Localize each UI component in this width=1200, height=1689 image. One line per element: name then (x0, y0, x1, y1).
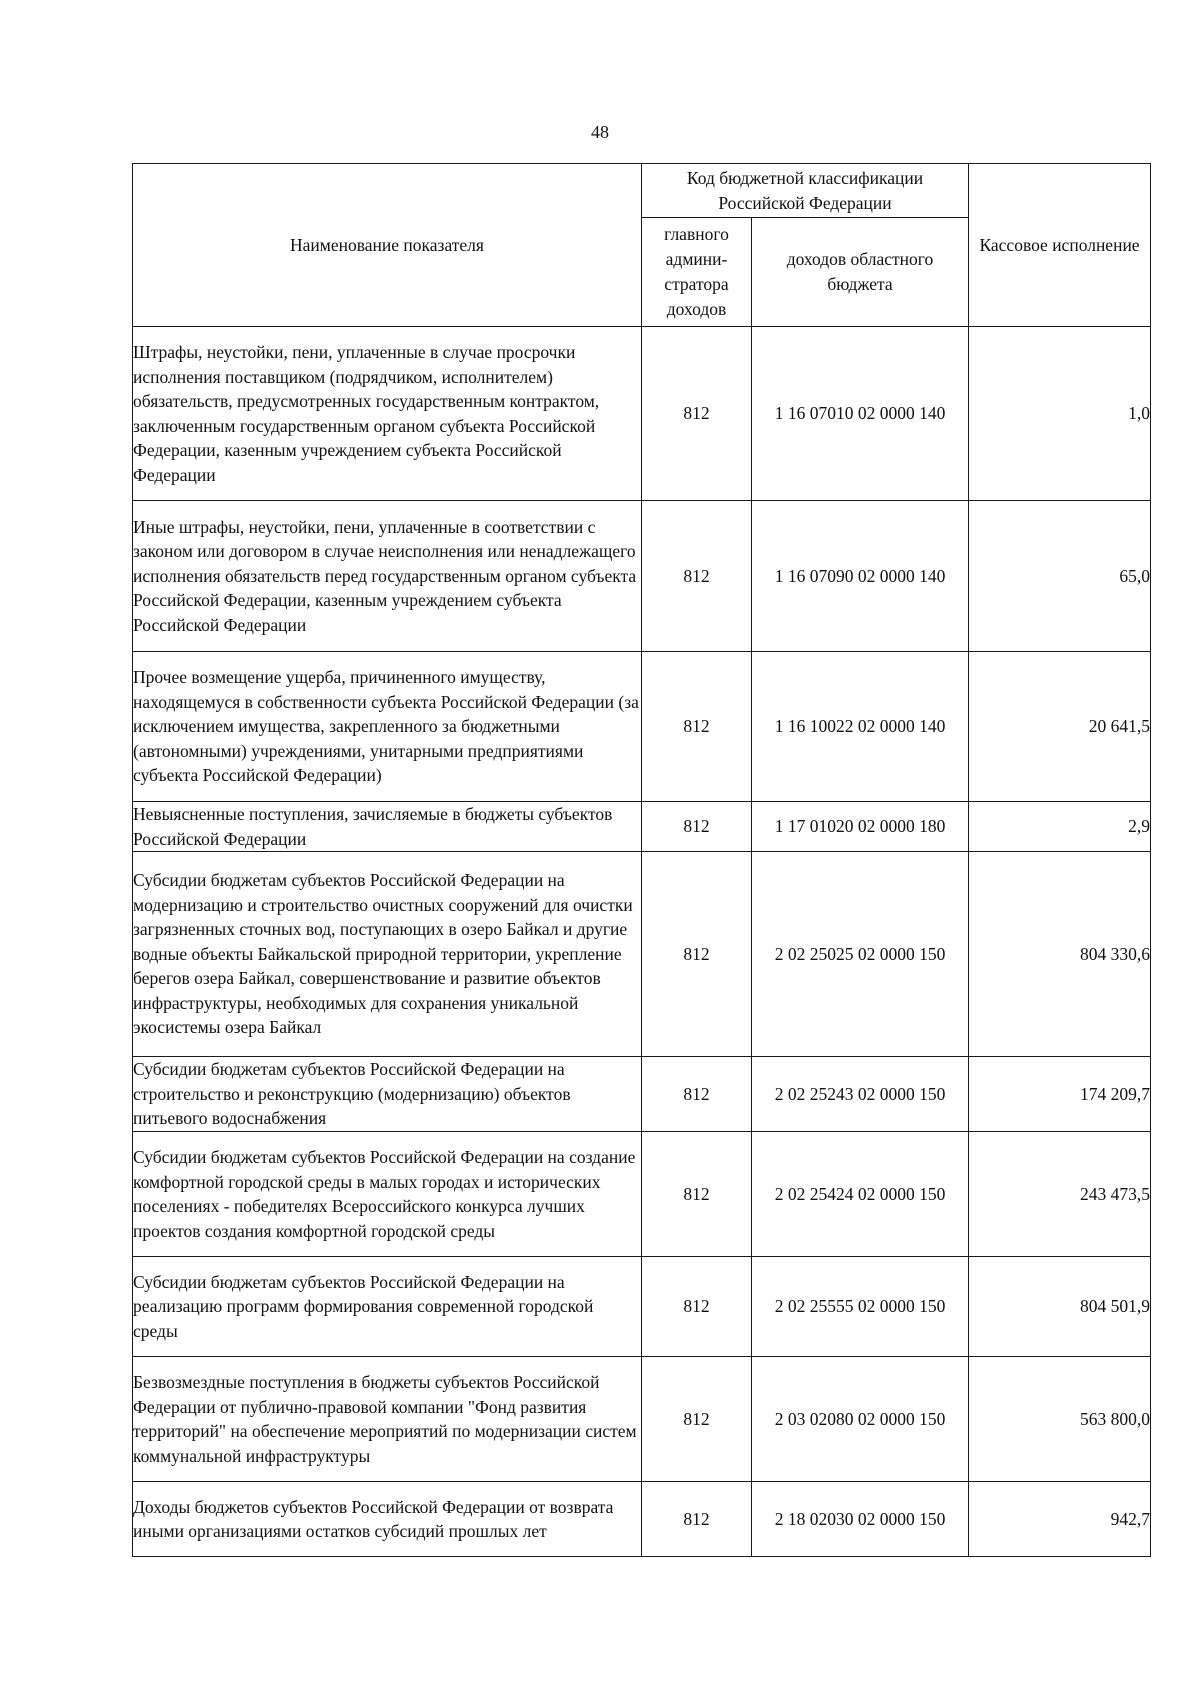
header-code-group: Код бюджетной классификации Российской Федерации (642, 164, 969, 218)
table-row (133, 652, 1151, 802)
row-admin-code: 812 (642, 802, 752, 852)
row-amount: 65,0 (969, 501, 1151, 652)
table-row (133, 327, 1151, 501)
row-amount: 942,7 (969, 1482, 1151, 1557)
row-income-code: 1 16 07010 02 0000 140 (752, 327, 969, 501)
row-name: Доходы бюджетов субъектов Российской Федерации от возврата иными организациями остатков субсидий прошлых лет (133, 1482, 642, 1557)
row-name: Субсидии бюджетам субъектов Российской Федерации на строительство и реконструкцию (модернизацию) объектов питьевого водоснабжения (133, 1057, 642, 1132)
row-amount: 1,0 (969, 327, 1151, 501)
row-admin-code: 812 (642, 1257, 752, 1357)
table-row (133, 1057, 1151, 1132)
row-amount: 2,9 (969, 802, 1151, 852)
table-row (133, 1482, 1151, 1557)
table-row (133, 501, 1151, 652)
row-amount: 174 209,7 (969, 1057, 1151, 1132)
row-amount: 563 800,0 (969, 1357, 1151, 1482)
header-execution: Кассовое исполнение (969, 164, 1151, 327)
header-income: доходов областного бюджета (752, 218, 969, 327)
row-income-code: 1 16 10022 02 0000 140 (752, 652, 969, 802)
row-admin-code: 812 (642, 1132, 752, 1257)
row-income-code: 2 02 25243 02 0000 150 (752, 1057, 969, 1132)
row-amount: 804 501,9 (969, 1257, 1151, 1357)
row-admin-code: 812 (642, 852, 752, 1057)
page-number: 48 (591, 122, 609, 142)
row-income-code: 2 02 25555 02 0000 150 (752, 1257, 969, 1357)
row-admin-code: 812 (642, 1357, 752, 1482)
row-income-code: 2 02 25025 02 0000 150 (752, 852, 969, 1057)
budget-revenue-table (132, 163, 1151, 1557)
row-name: Субсидии бюджетам субъектов Российской Федерации на реализацию программ формирования современной городской среды (133, 1257, 642, 1357)
row-income-code: 2 02 25424 02 0000 150 (752, 1132, 969, 1257)
row-name: Прочее возмещение ущерба, причиненного имуществу, находящемуся в собственности субъекта Российской Федерации (за исключением имущества, закрепленного за бюджетными (автономными) учреждениями, унитарными предприятиями субъекта Российской Федерации) (133, 652, 642, 802)
row-name: Иные штрафы, неустойки, пени, уплаченные в соответствии с законом или договором в случае неисполнения или ненадлежащего исполнения обязательств перед государственным органом субъекта Российской Федерации, казенным учреждением субъекта Российской Федерации (133, 501, 642, 652)
table-row (133, 1257, 1151, 1357)
row-admin-code: 812 (642, 1482, 752, 1557)
row-name: Субсидии бюджетам субъектов Российской Федерации на создание комфортной городской среды в малых городах и исторических поселениях - победителях Всероссийского конкурса лучших проектов создания комфортной городской среды (133, 1132, 642, 1257)
row-income-code: 2 18 02030 02 0000 150 (752, 1482, 969, 1557)
row-amount: 20 641,5 (969, 652, 1151, 802)
row-income-code: 1 16 07090 02 0000 140 (752, 501, 969, 652)
header-row-top (133, 164, 1151, 218)
table-row (133, 1132, 1151, 1257)
header-admin: главного админи-стратора доходов (642, 218, 752, 327)
row-amount: 804 330,6 (969, 852, 1151, 1057)
row-name: Штрафы, неустойки, пени, уплаченные в случае просрочки исполнения поставщиком (подрядчиком, исполнителем) обязательств, предусмотренных государственным контрактом, заключенным государственным органом субъекта Российской Федерации, казенным учреждением субъекта Российской Федерации (133, 327, 642, 501)
table-row (133, 802, 1151, 852)
row-admin-code: 812 (642, 501, 752, 652)
row-name: Невыясненные поступления, зачисляемые в бюджеты субъектов Российской Федерации (133, 802, 642, 852)
table-row (133, 1357, 1151, 1482)
row-admin-code: 812 (642, 327, 752, 501)
row-name: Субсидии бюджетам субъектов Российской Федерации на модернизацию и строительство очистных сооружений для очистки загрязненных сточных вод, поступающих в озеро Байкал и другие водные объекты Байкальской природной территории, укрепление берегов озера Байкал, совершенствование и развитие объектов инфраструктуры, необходимых для сохранения уникальной экосистемы озера Байкал (133, 852, 642, 1057)
row-income-code: 2 03 02080 02 0000 150 (752, 1357, 969, 1482)
row-income-code: 1 17 01020 02 0000 180 (752, 802, 969, 852)
header-name: Наименование показателя (133, 164, 642, 327)
row-admin-code: 812 (642, 1057, 752, 1132)
row-admin-code: 812 (642, 652, 752, 802)
row-name: Безвозмездные поступления в бюджеты субъектов Российской Федерации от публично-правовой компании "Фонд развития территорий" на обеспечение мероприятий по модернизации систем коммунальной инфраструктуры (133, 1357, 642, 1482)
row-amount: 243 473,5 (969, 1132, 1151, 1257)
table-row (133, 852, 1151, 1057)
